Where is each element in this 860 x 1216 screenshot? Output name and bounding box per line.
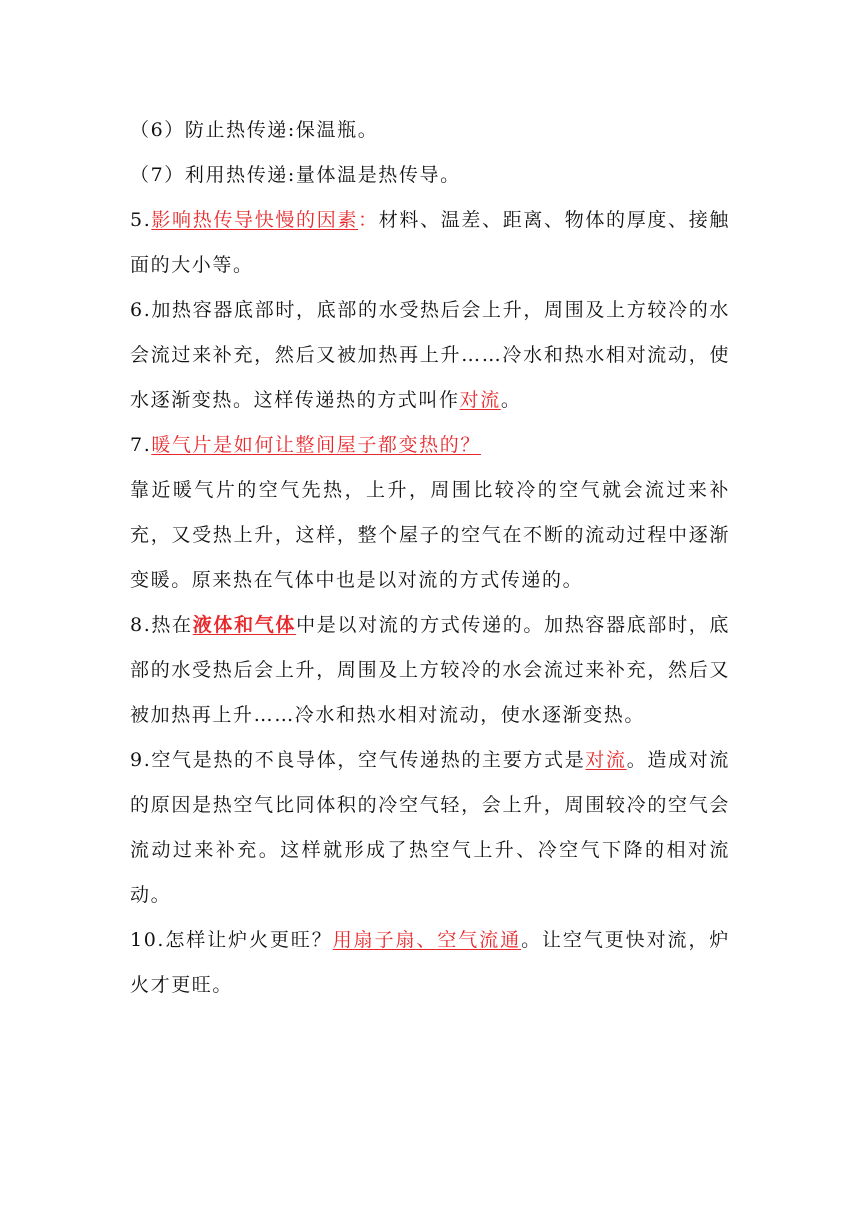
paragraph-6-before: 6.加热容器底部时，底部的水受热后会上升，周围及上方较冷的水会流过来补充，然后又被加热再上升……冷水和热水相对流动，使水逐渐变热。这样传递热的方式叫作 <box>130 299 730 411</box>
paragraph-6-highlight: 对流 <box>459 389 501 411</box>
paragraph-10-after: 。让空气更快对流，炉火才更旺。 <box>130 929 730 996</box>
paragraph-10-highlight: 用扇子扇、空气流通 <box>332 929 522 951</box>
paragraph-8 <box>130 603 730 738</box>
paragraph-5-number: 5. <box>130 209 152 231</box>
paragraph-5 <box>130 198 730 288</box>
paragraph-5-highlight: 影响热传导快慢的因素 <box>151 209 359 231</box>
item-6 <box>130 108 730 153</box>
paragraph-9-after: 。造成对流的原因是热空气比同体积的冷空气轻，会上升，周围较冷的空气会流动过来补充。这样就形成了热空气上升、冷空气下降的相对流动。 <box>130 749 730 906</box>
paragraph-7-answer <box>130 468 730 603</box>
paragraph-6 <box>130 288 730 423</box>
paragraph-7-question-text: 暖气片是如何让整间屋子都变热的？ <box>151 434 481 456</box>
paragraph-8-highlight: 液体和气体 <box>192 614 297 636</box>
item-7-text: （7）利用热传递:量体温是热传导。 <box>130 164 461 186</box>
paragraph-5-rest: 材料、温差、距离、物体的厚度、接触面的大小等。 <box>130 209 730 276</box>
paragraph-9-before: 9.空气是热的不良导体，空气传递热的主要方式是 <box>130 749 586 771</box>
document-page <box>130 108 730 1008</box>
item-6-text: （6）防止热传递:保温瓶。 <box>130 119 379 141</box>
paragraph-6-after: 。 <box>500 389 522 411</box>
paragraph-8-after: 中是以对流的方式传递的。加热容器底部时，底部的水受热后会上升，周围及上方较冷的水会流过来补充，然后又被加热再上升……冷水和热水相对流动，使水逐渐变热。 <box>130 614 730 726</box>
item-7 <box>130 153 730 198</box>
paragraph-5-colon: ： <box>358 209 379 231</box>
paragraph-7-number: 7. <box>130 434 152 456</box>
paragraph-10-before: 10.怎样让炉火更旺？ <box>130 929 333 951</box>
paragraph-7-answer-text: 靠近暖气片的空气先热，上升，周围比较冷的空气就会流过来补充，又受热上升，这样，整个屋子的空气在不断的流动过程中逐渐变暖。原来热在气体中也是以对流的方式传递的。 <box>130 479 730 591</box>
paragraph-7-question <box>130 423 730 468</box>
paragraph-8-before: 8.热在 <box>130 614 193 636</box>
paragraph-9-highlight: 对流 <box>585 749 627 771</box>
paragraph-10 <box>130 918 730 1008</box>
paragraph-9 <box>130 738 730 918</box>
